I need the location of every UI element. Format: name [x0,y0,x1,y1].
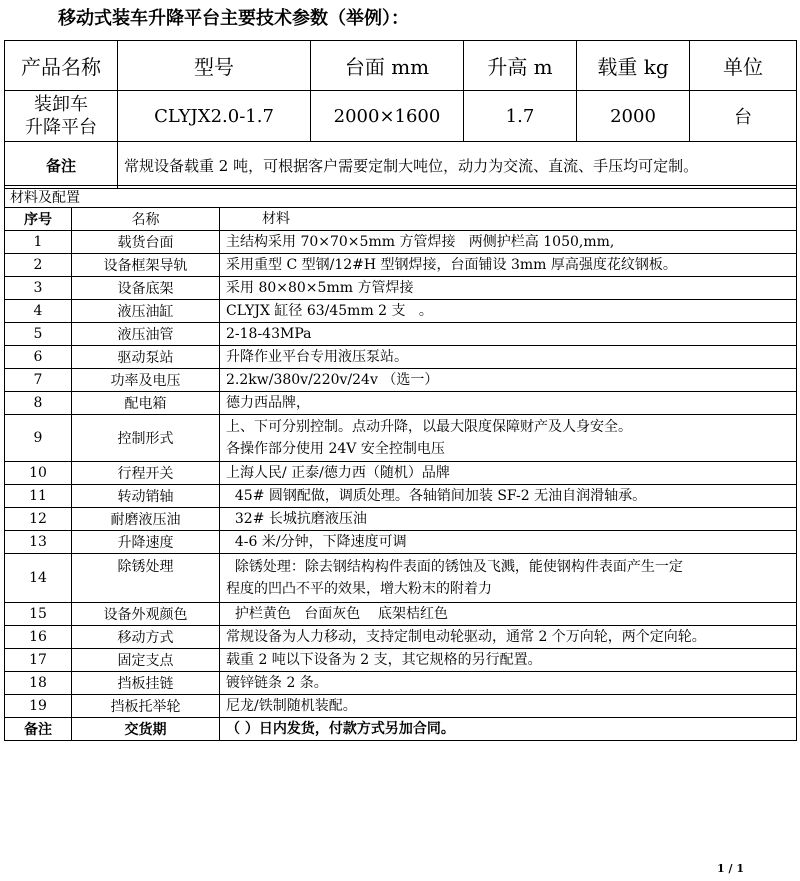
product-name-line1: 装卸车 [34,94,88,115]
row-material-line1: 采用重型 C 型钢/12#H 型钢焊接，台面铺设 3mm 厚高强度花纹钢板。 [226,257,677,273]
row-material [220,649,797,672]
row-material-line2: 程度的凹凸不平的效果，增大粉末的附着力 [226,581,492,597]
row-material [220,415,797,462]
cell-height: 1.7 [464,91,577,142]
document-title: 移动式装车升降平台主要技术参数（举例）： [58,8,409,29]
table-row [5,231,797,254]
row-name: 载货台面 [72,231,220,254]
row-material-line1: 4-6 米/分钟，下降速度可调 [226,534,407,550]
table-row [5,485,797,508]
table-row [5,554,797,603]
row-material-line1: 32# 长城抗磨液压油 [226,511,367,527]
materials-footer-row [5,718,797,741]
row-name: 设备框架导轨 [72,254,220,277]
row-number: 6 [5,346,72,369]
footer-name: 交货期 [72,718,220,741]
row-material-line1: 上、下可分别控制。点动升降，以最大限度保障财产及人身安全。 [226,419,632,435]
row-name: 转动销轴 [72,485,220,508]
row-number: 9 [5,415,72,462]
row-name: 移动方式 [72,626,220,649]
row-number: 19 [5,695,72,718]
row-material [220,603,797,626]
product-name-line2: 升降平台 [25,117,97,138]
materials-header-row [5,208,797,231]
row-name: 设备底架 [72,277,220,300]
spec-value-row [5,91,797,142]
table-row [5,300,797,323]
row-material-line1: 德力西品牌， [226,395,310,411]
table-row [5,603,797,626]
row-material-line2: 各操作部分使用 24V 安全控制电压 [226,441,445,457]
row-number: 4 [5,300,72,323]
row-number: 14 [5,554,72,603]
row-material [220,392,797,415]
header-height: 升高 m [464,41,577,91]
spec-note-row [5,142,797,189]
table-row [5,508,797,531]
footer-text: （ ）日内发货，付款方式另加合同。 [220,718,797,741]
table-row [5,415,797,462]
row-material [220,485,797,508]
table-row [5,462,797,485]
header-model: 型号 [118,41,311,91]
materials-table [4,185,797,741]
row-name: 配电箱 [72,392,220,415]
row-material-line1: 升降作业平台专用液压泵站。 [226,349,408,365]
row-material-line1: CLYJX 缸径 63/45mm 2 支 。 [226,303,433,319]
cell-platform: 2000×1600 [311,91,464,142]
row-material-line1: 尼龙/铁制随机装配。 [226,698,357,714]
row-material-line1: 常规设备为人力移动，支持定制电动轮驱动，通常 2 个万向轮，两个定向轮。 [226,629,706,645]
row-number: 13 [5,531,72,554]
row-number: 3 [5,277,72,300]
table-row [5,695,797,718]
row-name: 升降速度 [72,531,220,554]
row-material-line1: 45# 圆钢配做，调质处理。各轴销间加装 SF-2 无油自润滑轴承。 [226,488,647,504]
row-number: 17 [5,649,72,672]
row-name: 挡板托举轮 [72,695,220,718]
row-material-line1: 2.2kw/380v/220v/24v （选一） [226,372,439,388]
footer-label: 备注 [5,718,72,741]
row-material [220,462,797,485]
row-name: 控制形式 [72,415,220,462]
header-load: 载重 kg [577,41,690,91]
row-material-line1: 2-18-43MPa [226,326,312,342]
table-row [5,392,797,415]
row-material [220,554,797,603]
row-material-line1: 护栏黄色 台面灰色 底架桔红色 [226,606,449,622]
row-name: 挡板挂链 [72,672,220,695]
header-platform: 台面 mm [311,41,464,91]
table-row [5,626,797,649]
row-number: 5 [5,323,72,346]
row-number: 18 [5,672,72,695]
row-material [220,508,797,531]
table-row [5,254,797,277]
row-material [220,672,797,695]
row-number: 7 [5,369,72,392]
spec-header-row [5,41,797,91]
row-material-line1: 镀锌链条 2 条。 [226,675,328,691]
row-material-line1: 上海人民/ 正泰/德力西（随机）品牌 [226,465,450,481]
header-product-name: 产品名称 [5,41,118,91]
row-name: 液压油管 [72,323,220,346]
row-material [220,531,797,554]
cell-load: 2000 [577,91,690,142]
row-material [220,695,797,718]
row-material [220,346,797,369]
materials-body [5,231,797,718]
row-material [220,277,797,300]
row-material-line1: 主结构采用 70×70×5mm 方管焊接 两侧护栏高 1050,mm, [226,234,615,250]
table-row [5,649,797,672]
row-material [220,231,797,254]
col-header-material: 材料 [220,208,797,231]
row-number: 10 [5,462,72,485]
materials-caption: 材料及配置 [5,186,797,208]
row-material-line1: 载重 2 吨以下设备为 2 支，其它规格的另行配置。 [226,652,542,668]
col-header-no: 序号 [5,208,72,231]
row-name: 功率及电压 [72,369,220,392]
row-name: 设备外观颜色 [72,603,220,626]
row-name: 驱动泵站 [72,346,220,369]
cell-unit: 台 [690,91,797,142]
table-row [5,323,797,346]
col-header-name: 名称 [72,208,220,231]
row-name: 除锈处理 [72,554,220,603]
header-unit: 单位 [690,41,797,91]
row-material-line1: 除锈处理：除去钢结构构件表面的锈蚀及飞溅，能使钢构件表面产生一定 [226,559,683,575]
table-row [5,369,797,392]
cell-model: CLYJX2.0-1.7 [118,91,311,142]
note-label: 备注 [5,142,118,189]
row-number: 2 [5,254,72,277]
table-row [5,277,797,300]
row-name: 固定支点 [72,649,220,672]
row-number: 11 [5,485,72,508]
row-material [220,300,797,323]
page-indicator: 1 / 1 [717,862,744,875]
row-material [220,369,797,392]
row-material [220,323,797,346]
row-number: 1 [5,231,72,254]
row-number: 8 [5,392,72,415]
materials-caption-row [5,186,797,208]
row-number: 12 [5,508,72,531]
table-row [5,531,797,554]
row-material [220,626,797,649]
row-material [220,254,797,277]
row-number: 16 [5,626,72,649]
row-name: 液压油缸 [72,300,220,323]
table-row [5,346,797,369]
cell-product-name [5,91,118,142]
row-name: 耐磨液压油 [72,508,220,531]
table-row [5,672,797,695]
row-name: 行程开关 [72,462,220,485]
row-number: 15 [5,603,72,626]
row-material-line1: 采用 80×80×5mm 方管焊接 [226,280,414,296]
note-text: 常规设备载重 2 吨，可根据客户需要定制大吨位，动力为交流、直流、手压均可定制。 [118,142,797,189]
spec-table [4,40,797,189]
